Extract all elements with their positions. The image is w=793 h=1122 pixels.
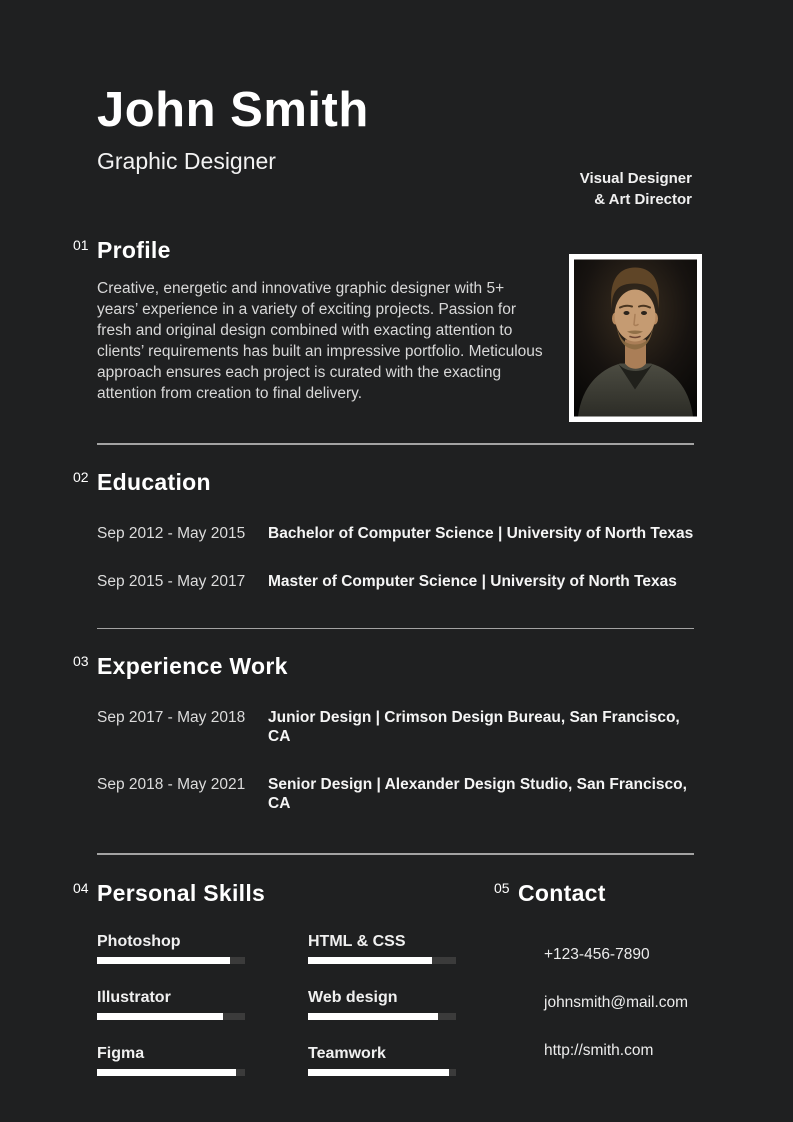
experience-detail: Senior Design | Alexander Design Studio, San Francisco, CA xyxy=(268,776,687,812)
skills-section-header xyxy=(73,878,457,908)
skill-bar-fill xyxy=(97,957,230,964)
profile-photo-frame xyxy=(569,254,702,422)
education-entry xyxy=(97,524,694,543)
divider xyxy=(97,443,694,445)
skill-bar-fill xyxy=(308,1069,449,1076)
experience-dates: Sep 2017 - May 2018 xyxy=(97,709,246,726)
education-detail: Master of Computer Science | University of North Texas xyxy=(268,572,677,590)
contact-section-header xyxy=(494,878,694,908)
skill-label: Web design xyxy=(308,988,398,1006)
skill-bar-track xyxy=(97,1069,245,1076)
experience-entry xyxy=(97,708,694,746)
contact-phone: +123-456-7890 xyxy=(544,945,650,963)
skill-item xyxy=(97,988,245,1020)
skill-bar-track xyxy=(308,1013,456,1020)
skill-label: HTML & CSS xyxy=(308,932,406,950)
education-dates: Sep 2012 - May 2015 xyxy=(97,524,246,542)
profile-summary-text: Creative, energetic and innovative graphic designer with 5+ years’ experience in a variety of exciting projects. Passion for fresh and original design combined with exacting attention to clients’ requirements has built an impressive portfolio. Meticulous approach ensures each project is curated with the exacting attention from creation to final delivery. xyxy=(97,280,543,402)
section-number: 01 xyxy=(73,237,89,253)
portrait-photo xyxy=(574,259,697,417)
contact-items xyxy=(518,945,694,1060)
skill-bar-fill xyxy=(97,1069,236,1076)
skills-column xyxy=(73,878,457,1076)
job-title: Graphic Designer xyxy=(97,148,276,174)
contact-email: johnsmith@mail.com xyxy=(544,993,689,1011)
experience-dates: Sep 2018 - May 2021 xyxy=(97,776,246,793)
skill-bar-fill xyxy=(97,1013,223,1020)
section-number: 03 xyxy=(73,653,89,669)
contact-column xyxy=(494,878,694,1076)
section-number: 02 xyxy=(73,468,89,485)
skill-bar-track xyxy=(308,957,456,964)
experience-detail: Junior Design | Crimson Design Bureau, San Francisco, CA xyxy=(268,709,680,745)
skill-bar-track xyxy=(97,1013,245,1020)
experience-entry xyxy=(97,775,694,813)
skill-label: Figma xyxy=(97,1044,145,1062)
tagline-line1: Visual Designer xyxy=(579,170,692,187)
skill-bar-track xyxy=(308,1069,456,1076)
education-dates: Sep 2015 - May 2017 xyxy=(97,572,246,590)
education-detail: Bachelor of Computer Science | University of North Texas xyxy=(268,524,694,542)
bottom-section xyxy=(73,878,694,1076)
divider xyxy=(97,628,694,630)
contact-section-title: Contact xyxy=(518,879,606,906)
divider xyxy=(97,853,694,855)
skill-item xyxy=(308,988,456,1020)
profile-section-title: Profile xyxy=(97,237,171,263)
skill-item xyxy=(308,1044,456,1076)
experience-section-title: Experience Work xyxy=(97,653,288,679)
section-number: 04 xyxy=(73,879,89,896)
education-section-title: Education xyxy=(97,468,211,495)
experience-section-header xyxy=(73,651,694,681)
skills-grid xyxy=(97,932,457,1076)
skill-label: Teamwork xyxy=(308,1044,386,1062)
skill-bar-fill xyxy=(308,957,432,964)
education-section-header xyxy=(73,467,694,497)
skill-item xyxy=(97,1044,245,1076)
contact-website: http://smith.com xyxy=(544,1041,654,1059)
tagline xyxy=(580,168,692,210)
tagline-line2: & Art Director xyxy=(594,191,692,208)
skill-bar-track xyxy=(97,957,245,964)
education-entry xyxy=(97,572,694,591)
skill-item xyxy=(97,932,245,964)
person-name: John Smith xyxy=(97,83,369,137)
section-number: 05 xyxy=(494,879,510,896)
skill-label: Photoshop xyxy=(97,932,181,950)
skill-item xyxy=(308,932,456,964)
skill-bar-fill xyxy=(308,1013,438,1020)
skill-label: Illustrator xyxy=(97,988,171,1006)
skills-section-title: Personal Skills xyxy=(97,879,266,906)
